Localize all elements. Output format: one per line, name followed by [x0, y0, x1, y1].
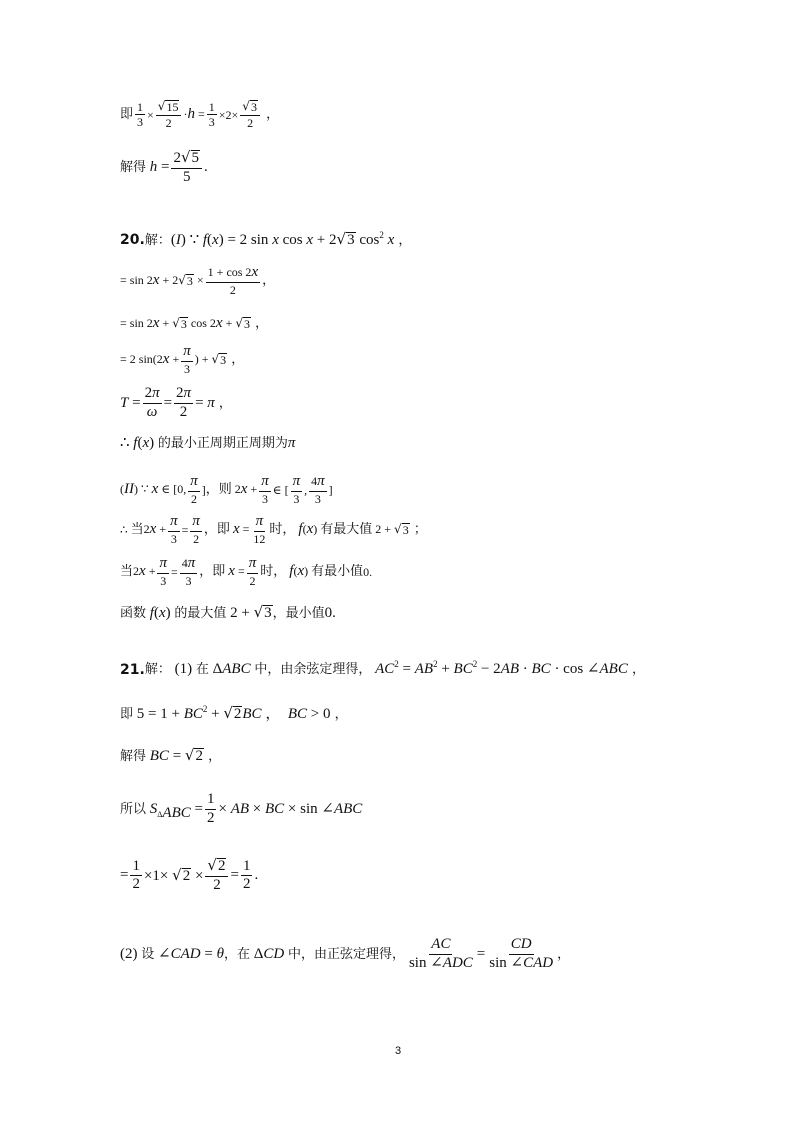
fraction-2pi-over-2: $\frac{2\pi}{2}$ — [176, 385, 192, 420]
fraction-cd-over-sin-cad: $\frac{CD}{\text{sin ∠CAD}}$ — [489, 936, 554, 971]
fraction-sqrt3-over-2: √ 3 2 — [240, 100, 260, 129]
fraction-pi-over-3-c: $\frac{\pi}{3}$ — [292, 473, 301, 506]
fraction-one-half-b: $\frac{1}{2}$ — [132, 857, 140, 893]
text-ji: 即 — [120, 107, 134, 123]
fraction-2pi-over-omega: $\frac{2\pi}{\omega}$ — [144, 385, 160, 420]
fraction-pi-over-2-c: $\frac{\pi}{2}$ — [248, 555, 257, 588]
fraction-ac-over-sin-adc: $\frac{AC}{\text{sin ∠ADC}}$ — [408, 936, 473, 971]
line-12: 函数 f(x) 的最大值 2 + √ 3 ，最小值 0. — [120, 603, 336, 621]
page-number: 3 — [395, 1045, 402, 1057]
line-10-max: ∴ 当 2x + $\frac{\pi}{3}$ = $\frac{\pi}{2}$ ，即 x = $\frac{\pi}{12}$ 时， f(x) 有最大值 2 + √ 3 ； — [120, 513, 427, 546]
line-11-min: 当 2x + $\frac{\pi}{3}$ = $\frac{4\pi}{3}$ ，即 x = $\frac{\pi}{2}$ 时， f(x) 有最小值 0. — [120, 555, 373, 588]
line-17: = $\frac{1}{2}$ ×1× √ 2 × √ 2 2 = $\frac{1}{2}$ . — [120, 856, 259, 893]
line-5: = sin 2x + √ 3 cos 2x + √ 3 ， — [120, 315, 269, 331]
line-1: 即 $\frac{1}{3}$ × √ 15 2 ·h = $\frac{1}{3}$ ×2× √ 3 2 ， — [120, 99, 280, 130]
line-14: 即 $5 = 1 + BC^2$ + √ 2 BC ， BC > 0 ， — [120, 704, 348, 722]
question-number-20: 20. — [120, 232, 145, 248]
fraction-1-plus-cos2x-over-2: $\frac{1 + \cos 2x}{2}$ — [207, 264, 259, 297]
line-4: = sin 2x + 2 √ 3 × $\frac{1 + \cos 2x}{2}$ ， — [120, 264, 276, 297]
line-8: ∴ f(x) 的最小正周期正周期为 π — [120, 435, 296, 451]
line-7-period: T = $\frac{2\pi}{\omega}$ = $\frac{2\pi}{2}$ = π ， — [120, 385, 232, 420]
line-9: (II) ∵ x ∈ [0, $\frac{\pi}{2}$ ] ，则 2x + $\frac{\pi}{3}$ ∈ [ $\frac{\pi}{3}$ , $\frac{4\pi}{3}$ ] — [120, 473, 333, 506]
fraction-pi-over-12: $\frac{\pi}{12}$ — [253, 513, 266, 546]
fraction-pi-over-2-b: $\frac{\pi}{2}$ — [192, 513, 200, 546]
fraction-4pi-over-3: $\frac{4\pi}{3}$ — [311, 473, 325, 506]
fraction-sqrt15-over-2: √ 15 2 — [156, 100, 182, 129]
fraction-2sqrt5-over-5: 2 √ 5 5 — [171, 150, 202, 186]
fraction-4pi-over-3-b: $\frac{4\pi}{3}$ — [181, 555, 196, 588]
fraction-pi-over-3-b: $\frac{\pi}{3}$ — [261, 473, 269, 506]
fraction-one-half-c: $\frac{1}{2}$ — [242, 857, 251, 893]
fraction-one-third-2: $\frac{1}{3}$ — [208, 99, 215, 130]
line-18: (2) 设 ∠CAD = θ ，在 ΔCD 中，由正弦定理得， $\frac{AC}{\text{sin ∠ADC}}$ = $\frac{CD}{\text{sin ∠CAD}}$ ， — [120, 936, 571, 971]
fraction-pi-over-3-d: $\frac{\pi}{3}$ — [170, 513, 178, 546]
fraction-pi-over-3-e: $\frac{\pi}{3}$ — [159, 555, 167, 588]
fraction-one-half: $\frac{1}{2}$ — [206, 791, 215, 826]
line-16-area: 所以 $S_{\Delta ABC}$ = $\frac{1}{2}$ × AB × BC × sin ∠ABC — [120, 791, 363, 826]
line-2: 解得 h = 2 √ 5 5 . — [120, 148, 208, 185]
fraction-pi-over-2: $\frac{\pi}{2}$ — [190, 473, 198, 506]
fraction-sqrt2-over-2: √ 2 2 — [205, 858, 228, 894]
line-13-problem-21: 21. 解： (1) 在 ΔABC 中，由余弦定理得， $AC^2 = AB^2 + BC^2 - 2AB$ · BC · cos ∠ABC ， — [120, 659, 645, 678]
line-6: = 2 sin(2x + $\frac{\pi}{3}$ ) + √ 3 ， — [120, 343, 245, 376]
fraction-pi-over-3: $\frac{\pi}{3}$ — [183, 343, 191, 376]
line-3-problem-20: 20. 解： (I) ∵ f(x) = 2 sin x cos x + 2 √ 3 $\cos^2 x$ ， — [120, 230, 412, 248]
text-jiede: 解得 — [120, 160, 147, 176]
question-number-21: 21. — [120, 661, 145, 678]
line-15: 解得 BC = √ 2 ， — [120, 746, 222, 764]
fraction-one-third: $\frac{1}{3}$ — [137, 99, 144, 130]
